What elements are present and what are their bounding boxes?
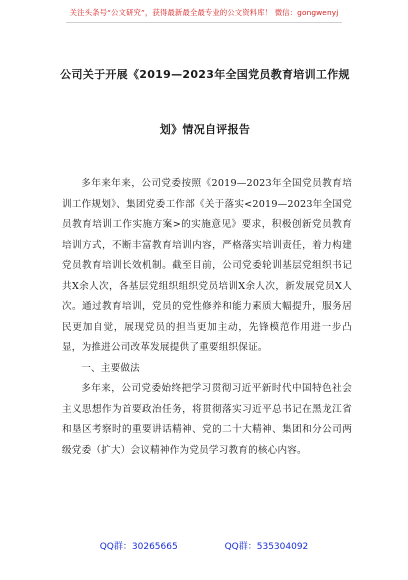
paragraph-intro: 多年来年来，公司党委按照《2019—2023年全国党员教育培训工作规划》、集团党委工作部《关于落实<2019—2023年全国党员教育培训工作实施方案>的实施意见》要求，积极创新党员教育培训方式，不断丰富教育培训内容，严格落实培训责任，着力构建党员教育培训长效机制。截至目前，公司党委轮训基层党组织书记共X余人次，各基层党组织组织党员培训X余人次，新发展党员X人次。通过教育培训，党员的党性修养和能力素质大幅提升，服务居民更加自觉，展现党员的担当更加主动，先锋模范作用进一步凸显，为推进公司改革发展提供了重要组织保证。 xyxy=(62,178,352,353)
banner-divider xyxy=(66,22,342,23)
qq-group-2: QQ群：535304092 xyxy=(224,542,309,552)
document-title-line-1: 公司关于开展《2019—2023年全国党员教育培训工作规 xyxy=(60,68,350,81)
section-heading-main-practices: 一、主要做法 xyxy=(81,362,140,374)
footer-contact xyxy=(0,539,408,552)
paragraph-practices: 多年来，公司党委始终把学习贯彻习近平新时代中国特色社会主义思想作为首要政治任务，将贯彻落实习近平总书记在黑龙江省和垦区考察时的重要讲话精神、党的二十大精神、集团和分公司两级党委（扩大）会议精神作为党员学习教育的核心内容。 xyxy=(62,383,352,456)
document-body xyxy=(62,174,352,461)
qq-group-1: QQ群：30265665 xyxy=(99,542,178,552)
document-title-line-2: 划》情况自评报告 xyxy=(159,123,251,136)
promo-banner: 关注头条号“公文研究”，获得最新最全最专业的公文资料库！ 微信：gongwenyj xyxy=(69,8,339,17)
